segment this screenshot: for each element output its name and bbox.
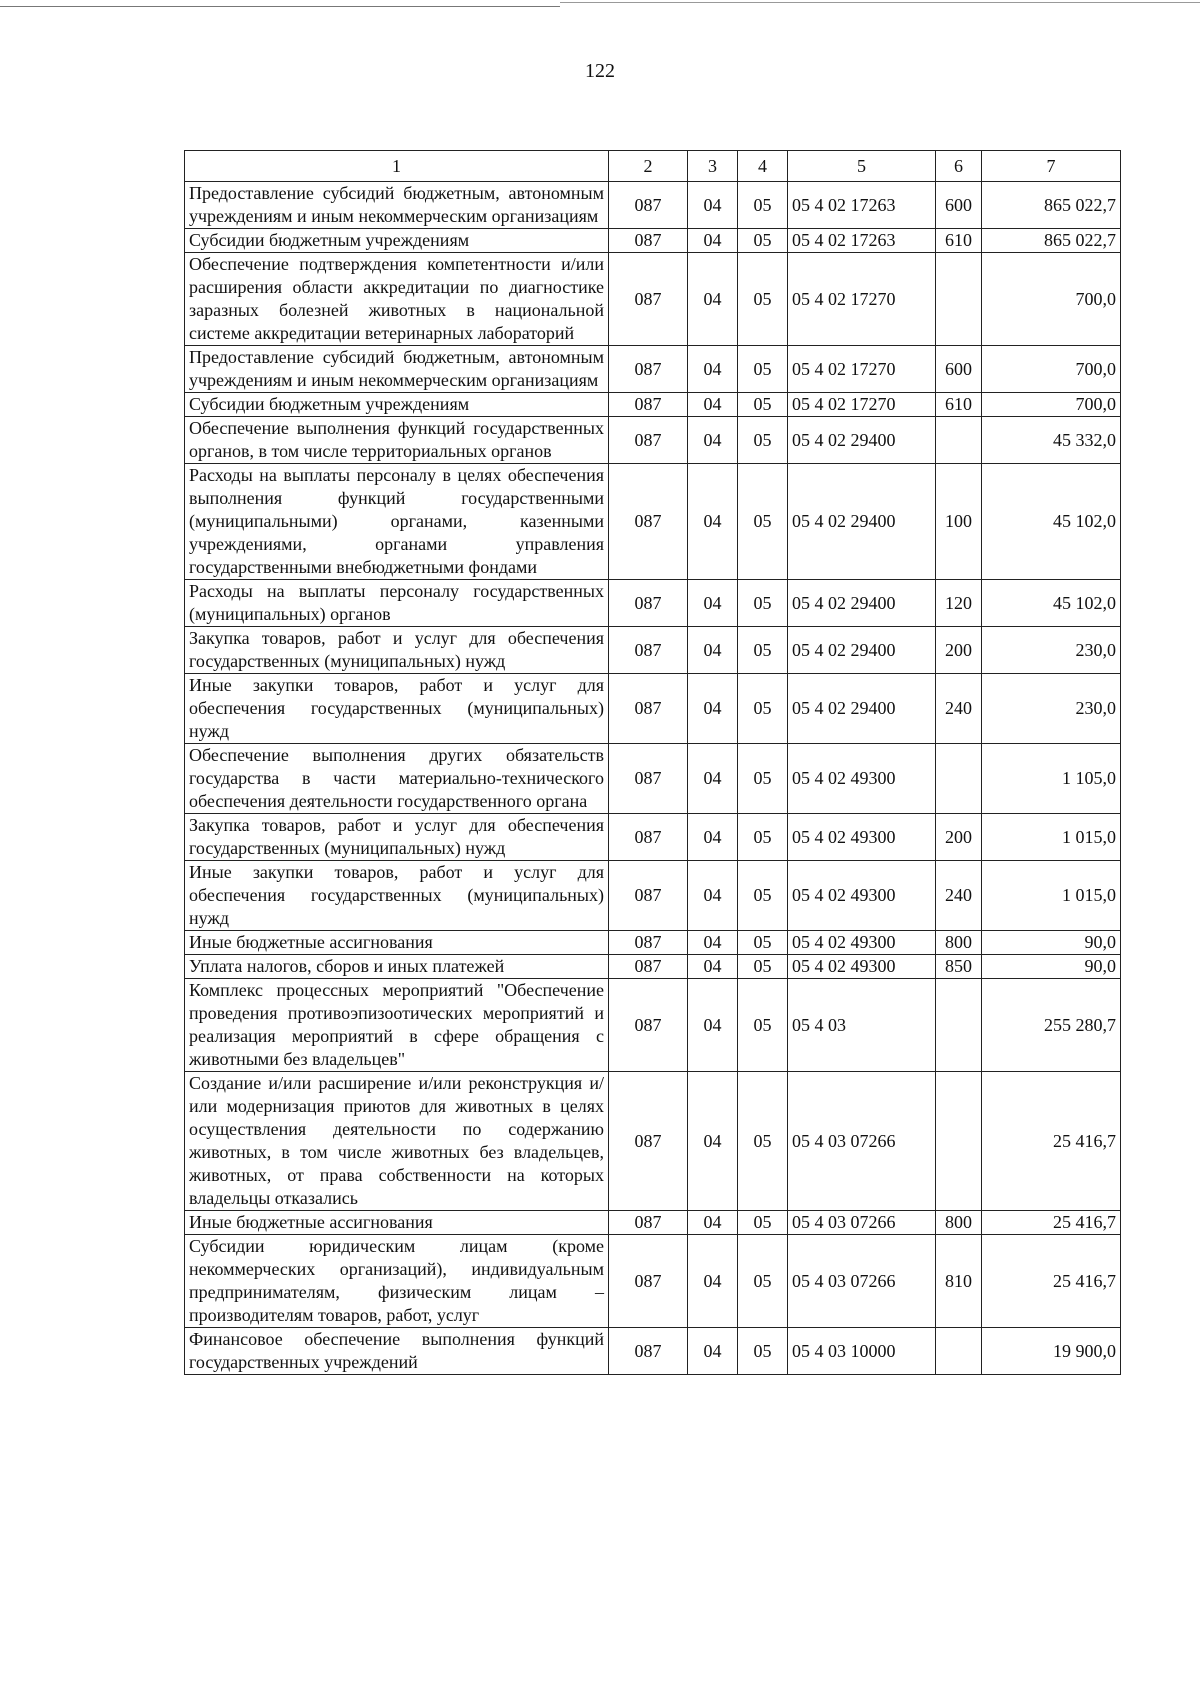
header-col-7: 7 xyxy=(982,151,1121,182)
row-amount: 1 105,0 xyxy=(982,744,1121,814)
row-subsection-code: 05 xyxy=(738,182,788,229)
row-expense-type: 610 xyxy=(936,393,982,417)
row-name: Комплекс процессных мероприятий "Обеспечение проведения противоэпизоотических мероприятий и реализация мероприятий в сфере обращения с животными без владельцев" xyxy=(185,979,609,1072)
row-expense-type: 810 xyxy=(936,1235,982,1328)
table-row xyxy=(185,417,1121,464)
row-section-code: 04 xyxy=(688,979,738,1072)
row-subsection-code: 05 xyxy=(738,346,788,393)
row-amount: 865 022,7 xyxy=(982,229,1121,253)
row-amount: 45 332,0 xyxy=(982,417,1121,464)
row-grbs-code: 087 xyxy=(609,627,688,674)
row-target-article: 05 4 03 10000 xyxy=(788,1328,936,1375)
table-row xyxy=(185,253,1121,346)
row-section-code: 04 xyxy=(688,955,738,979)
row-amount: 90,0 xyxy=(982,931,1121,955)
table-row xyxy=(185,229,1121,253)
row-expense-type xyxy=(936,1328,982,1375)
row-name: Субсидии юридическим лицам (кроме некоммерческих организаций), индивидуальным предпринимателям, физическим лицам – производителям товаров, работ, услуг xyxy=(185,1235,609,1328)
row-name: Иные бюджетные ассигнования xyxy=(185,931,609,955)
row-grbs-code: 087 xyxy=(609,744,688,814)
row-subsection-code: 05 xyxy=(738,1235,788,1328)
row-subsection-code: 05 xyxy=(738,1072,788,1211)
row-section-code: 04 xyxy=(688,1072,738,1211)
row-section-code: 04 xyxy=(688,1328,738,1375)
table-row xyxy=(185,627,1121,674)
row-subsection-code: 05 xyxy=(738,931,788,955)
row-amount: 230,0 xyxy=(982,674,1121,744)
row-grbs-code: 087 xyxy=(609,229,688,253)
row-section-code: 04 xyxy=(688,229,738,253)
table-row xyxy=(185,1072,1121,1211)
row-expense-type: 800 xyxy=(936,931,982,955)
row-name: Субсидии бюджетным учреждениям xyxy=(185,393,609,417)
row-expense-type xyxy=(936,744,982,814)
row-grbs-code: 087 xyxy=(609,182,688,229)
row-amount: 700,0 xyxy=(982,393,1121,417)
table-row xyxy=(185,346,1121,393)
row-target-article: 05 4 02 29400 xyxy=(788,627,936,674)
row-expense-type: 800 xyxy=(936,1211,982,1235)
row-expense-type: 600 xyxy=(936,182,982,229)
header-col-2: 2 xyxy=(609,151,688,182)
row-amount: 1 015,0 xyxy=(982,861,1121,931)
row-target-article: 05 4 03 07266 xyxy=(788,1072,936,1211)
row-target-article: 05 4 02 17270 xyxy=(788,253,936,346)
table-row xyxy=(185,931,1121,955)
row-expense-type xyxy=(936,253,982,346)
row-amount: 45 102,0 xyxy=(982,464,1121,580)
row-amount: 255 280,7 xyxy=(982,979,1121,1072)
row-section-code: 04 xyxy=(688,417,738,464)
table-row xyxy=(185,1328,1121,1375)
row-expense-type: 120 xyxy=(936,580,982,627)
row-subsection-code: 05 xyxy=(738,979,788,1072)
row-target-article: 05 4 02 29400 xyxy=(788,580,936,627)
row-grbs-code: 087 xyxy=(609,814,688,861)
table-row xyxy=(185,1235,1121,1328)
row-name: Иные закупки товаров, работ и услуг для обеспечения государственных (муниципальных) нужд xyxy=(185,674,609,744)
row-name: Обеспечение выполнения функций государственных органов, в том числе территориальных органов xyxy=(185,417,609,464)
table-row xyxy=(185,393,1121,417)
row-section-code: 04 xyxy=(688,814,738,861)
header-col-1: 1 xyxy=(185,151,609,182)
row-expense-type xyxy=(936,979,982,1072)
budget-table xyxy=(184,150,1121,1375)
header-col-6: 6 xyxy=(936,151,982,182)
row-expense-type: 200 xyxy=(936,814,982,861)
header-col-4: 4 xyxy=(738,151,788,182)
row-amount: 25 416,7 xyxy=(982,1211,1121,1235)
row-name: Финансовое обеспечение выполнения функций государственных учреждений xyxy=(185,1328,609,1375)
row-name: Уплата налогов, сборов и иных платежей xyxy=(185,955,609,979)
row-target-article: 05 4 03 07266 xyxy=(788,1235,936,1328)
row-name: Иные закупки товаров, работ и услуг для обеспечения государственных (муниципальных) нужд xyxy=(185,861,609,931)
row-target-article: 05 4 02 29400 xyxy=(788,464,936,580)
row-name: Расходы на выплаты персоналу в целях обеспечения выполнения функций государственными (муниципальными) органами, казенными учреждениями, органами управления государственными внебюджетными фондами xyxy=(185,464,609,580)
row-section-code: 04 xyxy=(688,744,738,814)
row-expense-type: 100 xyxy=(936,464,982,580)
row-name: Иные бюджетные ассигнования xyxy=(185,1211,609,1235)
row-grbs-code: 087 xyxy=(609,464,688,580)
row-subsection-code: 05 xyxy=(738,253,788,346)
row-target-article: 05 4 02 17263 xyxy=(788,229,936,253)
scan-edge-line xyxy=(0,6,560,7)
row-target-article: 05 4 02 49300 xyxy=(788,744,936,814)
scan-edge-line xyxy=(560,2,1200,3)
row-amount: 90,0 xyxy=(982,955,1121,979)
row-grbs-code: 087 xyxy=(609,253,688,346)
row-expense-type xyxy=(936,1072,982,1211)
row-target-article: 05 4 02 17263 xyxy=(788,182,936,229)
table-row xyxy=(185,674,1121,744)
row-grbs-code: 087 xyxy=(609,861,688,931)
row-subsection-code: 05 xyxy=(738,955,788,979)
row-grbs-code: 087 xyxy=(609,417,688,464)
row-expense-type xyxy=(936,417,982,464)
row-subsection-code: 05 xyxy=(738,393,788,417)
row-amount: 865 022,7 xyxy=(982,182,1121,229)
row-target-article: 05 4 02 49300 xyxy=(788,931,936,955)
row-subsection-code: 05 xyxy=(738,627,788,674)
row-amount: 230,0 xyxy=(982,627,1121,674)
row-expense-type: 610 xyxy=(936,229,982,253)
row-amount: 700,0 xyxy=(982,346,1121,393)
row-name: Предоставление субсидий бюджетным, автономным учреждениям и иным некоммерческим организациям xyxy=(185,182,609,229)
row-section-code: 04 xyxy=(688,393,738,417)
row-expense-type: 240 xyxy=(936,674,982,744)
row-subsection-code: 05 xyxy=(738,1328,788,1375)
row-section-code: 04 xyxy=(688,346,738,393)
row-section-code: 04 xyxy=(688,861,738,931)
row-grbs-code: 087 xyxy=(609,1235,688,1328)
row-subsection-code: 05 xyxy=(738,674,788,744)
row-subsection-code: 05 xyxy=(738,744,788,814)
table-header-row xyxy=(185,151,1121,182)
row-target-article: 05 4 03 07266 xyxy=(788,1211,936,1235)
row-amount: 1 015,0 xyxy=(982,814,1121,861)
row-name: Расходы на выплаты персоналу государственных (муниципальных) органов xyxy=(185,580,609,627)
row-target-article: 05 4 02 17270 xyxy=(788,393,936,417)
table-row xyxy=(185,814,1121,861)
row-amount: 700,0 xyxy=(982,253,1121,346)
row-target-article: 05 4 02 49300 xyxy=(788,955,936,979)
row-subsection-code: 05 xyxy=(738,417,788,464)
row-grbs-code: 087 xyxy=(609,346,688,393)
row-amount: 25 416,7 xyxy=(982,1235,1121,1328)
row-subsection-code: 05 xyxy=(738,1211,788,1235)
row-name: Закупка товаров, работ и услуг для обеспечения государственных (муниципальных) нужд xyxy=(185,814,609,861)
row-amount: 45 102,0 xyxy=(982,580,1121,627)
row-expense-type: 200 xyxy=(936,627,982,674)
row-expense-type: 850 xyxy=(936,955,982,979)
row-subsection-code: 05 xyxy=(738,464,788,580)
row-grbs-code: 087 xyxy=(609,1211,688,1235)
row-target-article: 05 4 02 49300 xyxy=(788,861,936,931)
row-section-code: 04 xyxy=(688,1211,738,1235)
row-target-article: 05 4 03 xyxy=(788,979,936,1072)
table-row xyxy=(185,955,1121,979)
row-target-article: 05 4 02 29400 xyxy=(788,674,936,744)
table-row xyxy=(185,744,1121,814)
row-target-article: 05 4 02 29400 xyxy=(788,417,936,464)
row-name: Обеспечение подтверждения компетентности и/или расширения области аккредитации по диагностике заразных болезней животных в национальной системе аккредитации ветеринарных лабораторий xyxy=(185,253,609,346)
table-row xyxy=(185,182,1121,229)
table-row xyxy=(185,979,1121,1072)
row-name: Создание и/или расширение и/или реконструкция и/или модернизация приютов для животных в целях осуществления деятельности по содержанию животных, в том числе животных без владельцев, животных, от права собственности на которых владельцы отказались xyxy=(185,1072,609,1211)
row-name: Обеспечение выполнения других обязательств государства в части материально-технического обеспечения деятельности государственного органа xyxy=(185,744,609,814)
row-target-article: 05 4 02 49300 xyxy=(788,814,936,861)
row-name: Субсидии бюджетным учреждениям xyxy=(185,229,609,253)
row-section-code: 04 xyxy=(688,464,738,580)
row-subsection-code: 05 xyxy=(738,229,788,253)
row-section-code: 04 xyxy=(688,674,738,744)
row-subsection-code: 05 xyxy=(738,580,788,627)
row-amount: 19 900,0 xyxy=(982,1328,1121,1375)
row-grbs-code: 087 xyxy=(609,979,688,1072)
table-row xyxy=(185,861,1121,931)
header-col-5: 5 xyxy=(788,151,936,182)
table-row xyxy=(185,1211,1121,1235)
row-subsection-code: 05 xyxy=(738,814,788,861)
row-grbs-code: 087 xyxy=(609,393,688,417)
header-col-3: 3 xyxy=(688,151,738,182)
table-row xyxy=(185,580,1121,627)
row-grbs-code: 087 xyxy=(609,955,688,979)
row-grbs-code: 087 xyxy=(609,1072,688,1211)
row-section-code: 04 xyxy=(688,253,738,346)
row-grbs-code: 087 xyxy=(609,580,688,627)
row-section-code: 04 xyxy=(688,931,738,955)
row-target-article: 05 4 02 17270 xyxy=(788,346,936,393)
page-number: 122 xyxy=(585,60,615,82)
table-row xyxy=(185,464,1121,580)
row-name: Закупка товаров, работ и услуг для обеспечения государственных (муниципальных) нужд xyxy=(185,627,609,674)
row-section-code: 04 xyxy=(688,1235,738,1328)
row-subsection-code: 05 xyxy=(738,861,788,931)
row-amount: 25 416,7 xyxy=(982,1072,1121,1211)
row-section-code: 04 xyxy=(688,580,738,627)
row-expense-type: 600 xyxy=(936,346,982,393)
row-grbs-code: 087 xyxy=(609,931,688,955)
row-name: Предоставление субсидий бюджетным, автономным учреждениям и иным некоммерческим организациям xyxy=(185,346,609,393)
row-section-code: 04 xyxy=(688,182,738,229)
row-grbs-code: 087 xyxy=(609,1328,688,1375)
row-expense-type: 240 xyxy=(936,861,982,931)
row-grbs-code: 087 xyxy=(609,674,688,744)
row-section-code: 04 xyxy=(688,627,738,674)
